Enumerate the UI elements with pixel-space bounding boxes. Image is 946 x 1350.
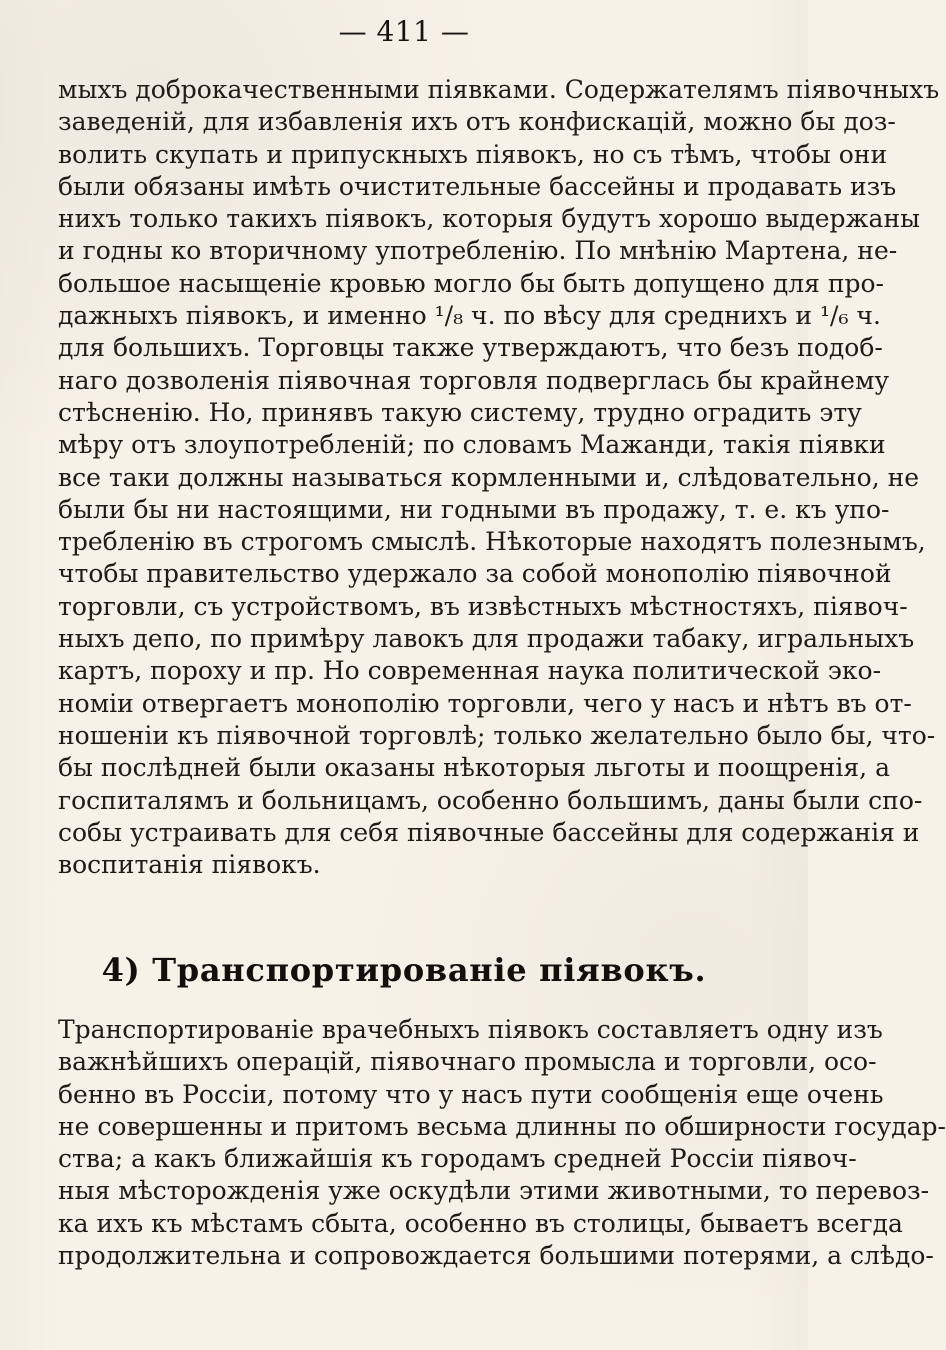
text-line: наго дозволенія піявочная торговля подверглась бы крайнему [58, 365, 890, 395]
text-line: госпиталямъ и больницамъ, особенно большимъ, даны были спо- [58, 785, 923, 815]
paragraph-two [58, 1014, 946, 1272]
text-line: номіи отвергаетъ монополію торговли, чего у насъ и нѣтъ въ от- [58, 688, 912, 718]
text-line: ношеніи къ піявочной торговлѣ; только желательно было бы, что- [58, 720, 936, 750]
text-line: дажныхъ піявокъ, и именно ¹/₈ ч. по вѣсу для среднихъ и ¹/₆ ч. [58, 301, 881, 331]
text-line: ства; а какъ ближайшія къ городамъ средней Россіи піявоч- [58, 1144, 857, 1174]
text-line: ныя мѣсторожденія уже оскудѣли этими животными, то перевоз- [58, 1176, 930, 1206]
text-line: Транспортированіе врачебныхъ піявокъ составляетъ одну изъ [58, 1015, 883, 1044]
text-line: мѣру отъ злоупотребленій; по словамъ Мажанди, такія піявки [58, 430, 886, 460]
page-number: — 411 — [338, 15, 470, 48]
text-line: ка ихъ къ мѣстамъ сбыта, особенно въ столицы, бываетъ всегда [58, 1208, 903, 1238]
text-line: продолжительна и сопровождается большими потерями, а слѣдо- [58, 1241, 934, 1271]
text-line: мыхъ доброкачественными піявками. Содержателямъ піявочныхъ [58, 75, 940, 104]
text-line: не совершенны и притомъ весьма длинны по обширности государ- [58, 1111, 946, 1141]
text-line: картъ, пороху и пр. Но современная наука политической эко- [58, 656, 882, 686]
text-line: торговли, съ устройствомъ, въ извѣстныхъ мѣстностяхъ, піявоч- [58, 591, 908, 621]
text-line: для большихъ. Торговцы также утверждаютъ, что безъ подоб- [58, 333, 883, 363]
paragraph-one [58, 74, 940, 881]
text-line: нихъ только такихъ піявокъ, которыя будутъ хорошо выдержаны [58, 204, 921, 234]
text-line: заведеній, для избавленія ихъ отъ конфискацій, можно бы доз- [58, 107, 896, 137]
text-line: большое насыщеніе кровью могло бы быть допущено для про- [58, 268, 884, 298]
text-line: собы устраивать для себя піявочные бассейны для содержанія и [58, 817, 920, 847]
text-line: стѣсненію. Но, принявъ такую систему, трудно оградить эту [58, 397, 862, 427]
text-line: все таки должны называться кормленными и, слѣдовательно, не [58, 462, 920, 492]
text-line: были бы ни настоящими, ни годными въ продажу, т. е. къ упо- [58, 494, 890, 524]
text-line: требленію въ строгомъ смыслѣ. Нѣкоторые находятъ полезнымъ, [58, 527, 926, 557]
text-line: воспитанія піявокъ. [58, 850, 321, 880]
text-line: важнѣйшихъ операцій, піявочнаго промысла и торговли, осо- [58, 1047, 877, 1077]
text-line: ныхъ депо, по примѣру лавокъ для продажи табаку, игральныхъ [58, 624, 915, 654]
text-line: бы послѣдней были оказаны нѣкоторыя льготы и поощренія, а [58, 753, 890, 783]
text-line: и годны ко вторичному употребленію. По мнѣнію Мартена, не- [58, 236, 898, 266]
text-line: волить скупать и припускныхъ піявокъ, но съ тѣмъ, чтобы они [58, 139, 888, 169]
text-line: были обязаны имѣть очистительные бассейны и продавать изъ [58, 171, 897, 201]
text-line: чтобы правительство удержало за собой монополію піявочной [58, 559, 892, 589]
text-line: бенно въ Россіи, потому что у насъ пути сообщенія еще очень [58, 1079, 884, 1109]
section-title: 4) Транспортированіе піявокъ. [101, 951, 707, 989]
